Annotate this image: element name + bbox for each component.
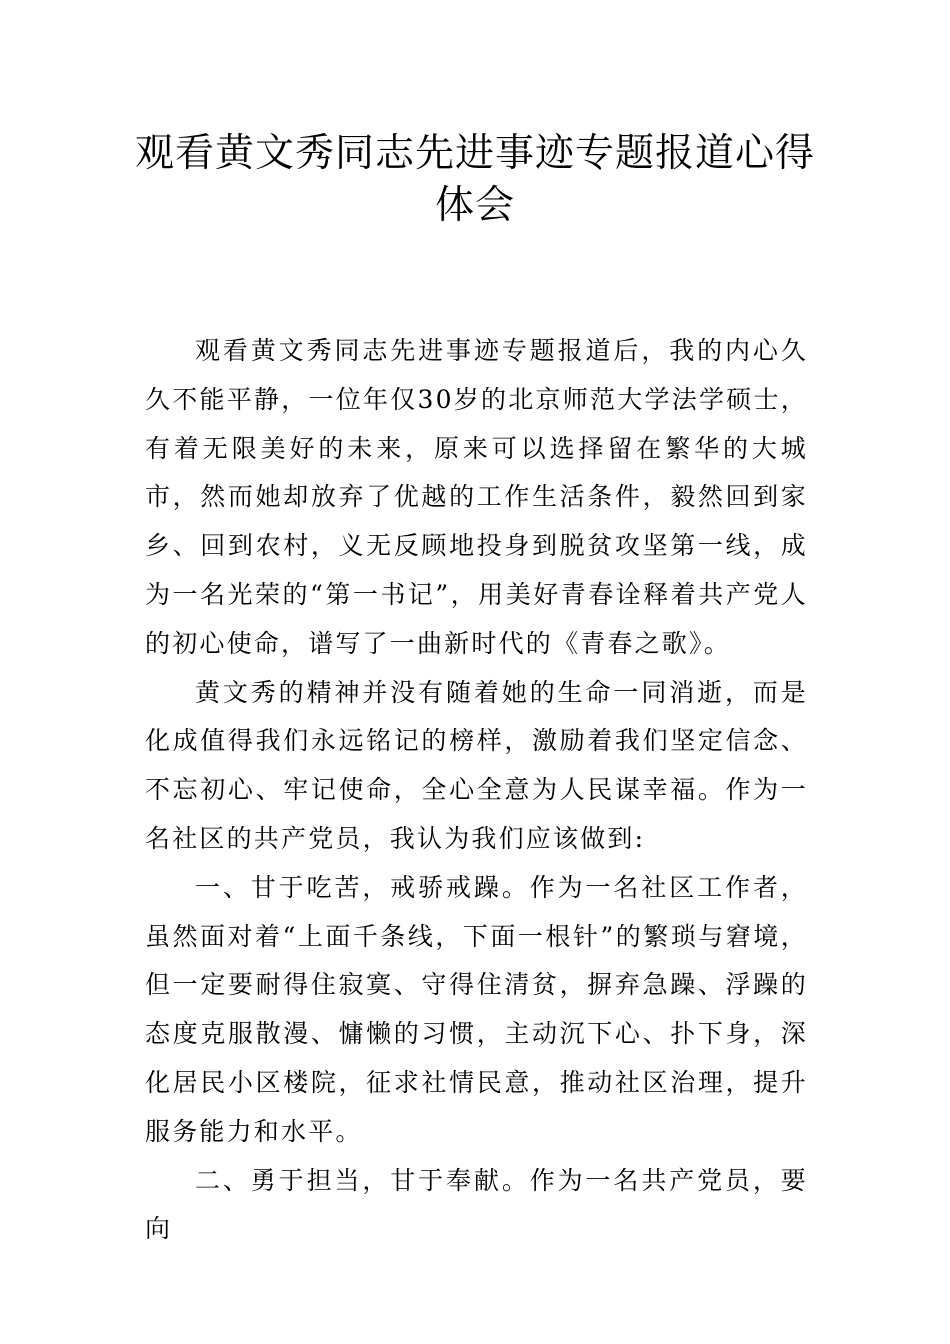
document-title: 观看黄文秀同志先进事迹专题报道心得体会 [134,131,815,228]
paragraph: 黄文秀的精神并没有随着她的生命一同消逝，而是化成值得我们永远铭记的榜样，激励着我们坚定信念、不忘初心、牢记使命，全心全意为人民谋幸福。作为一名社区的共产党员，我认为我们应该做到: [145,677,808,853]
paragraph: 观看黄文秀同志先进事迹专题报道后，我的内心久久不能平静，一位年仅30岁的北京师范大学法学硕士，有着无限美好的未来，原来可以选择留在繁华的大城市，然而她却放弃了优越的工作生活条件，毅然回到家乡、回到农村，义无反顾地投身到脱贫攻坚第一线，成为一名光荣的“第一书记”，用美好青春诠释着共产党人的初心使命，谱写了一曲新时代的《青春之歌》。 [145,336,808,658]
paragraph: 二、勇于担当，甘于奉献。作为一名共产党员，要向 [145,1165,808,1244]
paragraph: 一、甘于吃苦，戒骄戒躁。作为一名社区工作者，虽然面对着“上面千条线，下面一根针”的繁琐与窘境，但一定要耐得住寂寞、守得住清贫，摒弃急躁、浮躁的态度克服散漫、慵懒的习惯，主动沉下心、扑下身，深化居民小区楼院，征求社情民意，推动社区治理，提升服务能力和水平。 [145,872,808,1146]
document-body [145,327,808,1254]
